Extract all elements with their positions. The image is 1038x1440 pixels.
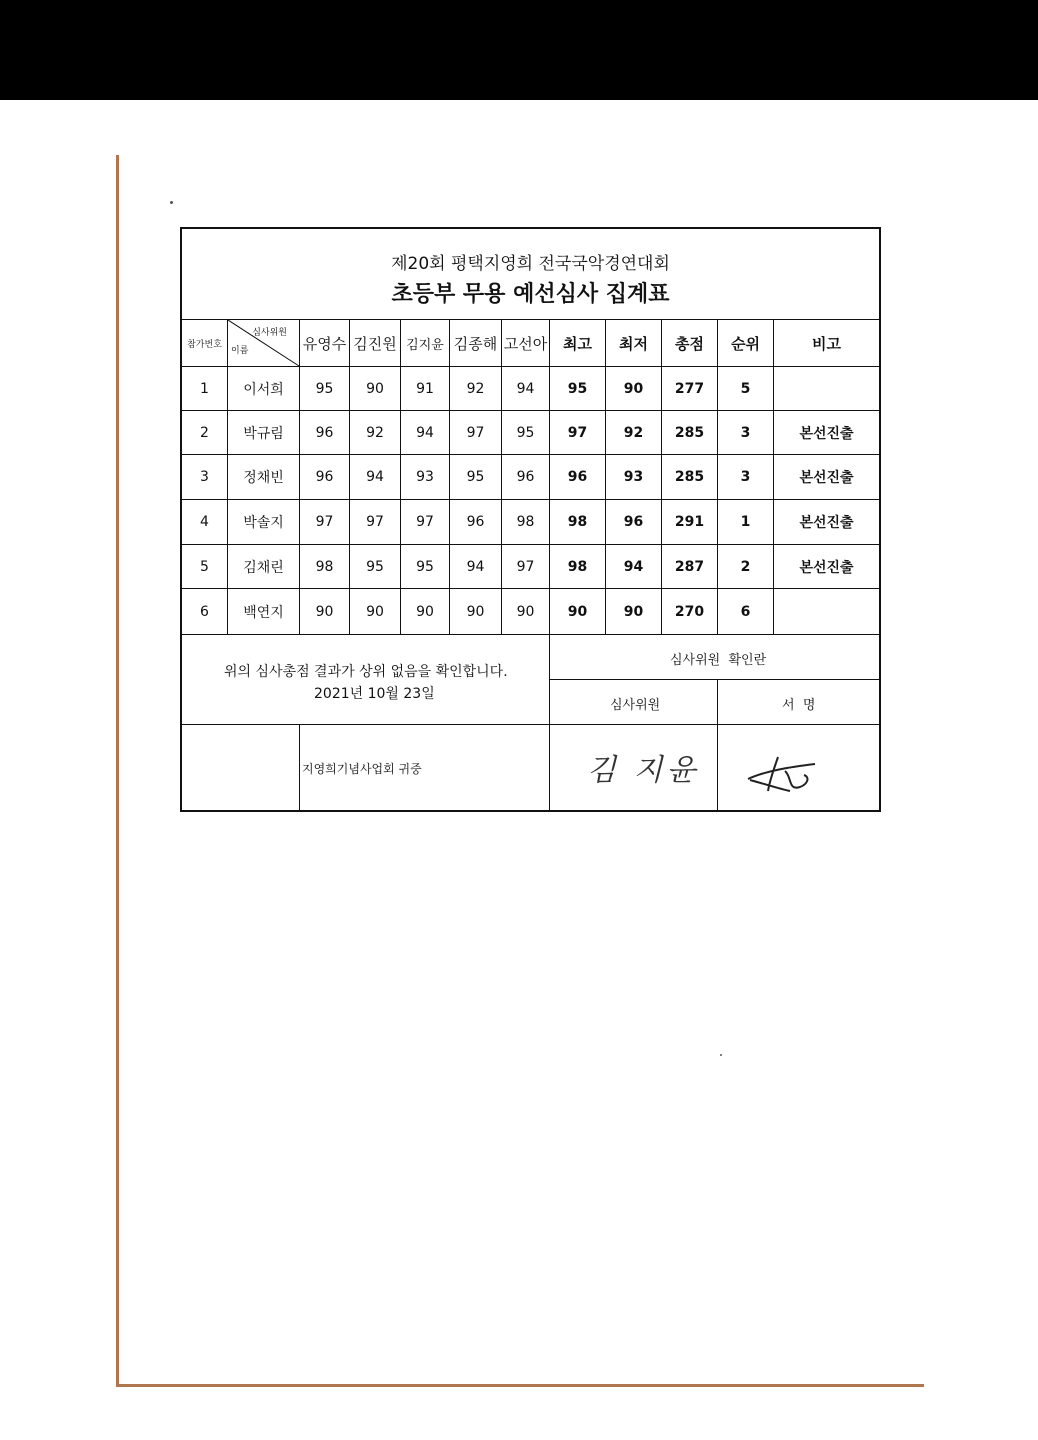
- score-cell: 96: [300, 411, 350, 455]
- sign-label: 서 명: [782, 698, 816, 713]
- confirm-text: 위의 심사총점 결과가 상위 없음을 확인합니다.: [224, 664, 508, 680]
- name-judge-corner: [228, 320, 300, 367]
- page-edge-left: [116, 155, 119, 1387]
- rank-cell: 1: [718, 500, 774, 545]
- no-cell: 6: [182, 589, 228, 635]
- score-cell: 94: [401, 411, 450, 455]
- confirm-header-line: [550, 679, 879, 680]
- judge-header-1: 유영수: [300, 320, 350, 367]
- signature-scribble: [740, 749, 830, 799]
- name-cell: 박솔지: [228, 500, 300, 545]
- addressee-divider: [299, 725, 300, 812]
- score-cell: 97: [350, 500, 401, 545]
- no-cell: 2: [182, 411, 228, 455]
- judge-label: 심사위원: [610, 698, 661, 713]
- no-cell: 5: [182, 545, 228, 589]
- rank-header: 순위: [718, 320, 774, 367]
- min-cell: 90: [606, 367, 662, 411]
- score-cell: 98: [502, 500, 550, 545]
- score-sheet: [180, 227, 881, 812]
- name-cell: 정채빈: [228, 455, 300, 500]
- note-cell: 본선진출: [774, 500, 879, 545]
- judge-handwritten-name-text: 김 지윤: [587, 753, 700, 788]
- score-cell: 97: [502, 545, 550, 589]
- confirm-header: 심사위원 확인란: [670, 653, 767, 668]
- score-cell: 90: [350, 367, 401, 411]
- name-corner-label: 이름: [231, 346, 249, 356]
- judge-header-2: 김진원: [350, 320, 401, 367]
- score-cell: 91: [401, 367, 450, 411]
- score-cell: 95: [350, 545, 401, 589]
- score-cell: 90: [450, 589, 502, 635]
- min-header: 최저: [606, 320, 662, 367]
- score-cell: 96: [502, 455, 550, 500]
- note-cell: 본선진출: [774, 411, 879, 455]
- max-cell: 97: [550, 411, 606, 455]
- confirm-date: 2021년 10월 23일: [314, 686, 435, 702]
- event-title: 제20회 평택지영희 전국국악경연대회: [391, 254, 670, 274]
- min-cell: 96: [606, 500, 662, 545]
- max-cell: 90: [550, 589, 606, 635]
- no-cell: 4: [182, 500, 228, 545]
- note-header: 비고: [774, 320, 879, 367]
- max-cell: 98: [550, 545, 606, 589]
- judge-header-3: 김지윤: [401, 320, 450, 367]
- entry-no-header: [182, 320, 228, 367]
- name-cell: 백연지: [228, 589, 300, 635]
- no-cell: 3: [182, 455, 228, 500]
- total-cell: 285: [662, 411, 718, 455]
- score-cell: 90: [401, 589, 450, 635]
- min-cell: 94: [606, 545, 662, 589]
- total-cell: 291: [662, 500, 718, 545]
- score-cell: 95: [450, 455, 502, 500]
- score-cell: 93: [401, 455, 450, 500]
- no-cell: 1: [182, 367, 228, 411]
- entry-no-header-label: 참가번호: [187, 339, 222, 350]
- max-cell: 96: [550, 455, 606, 500]
- note-cell: 본선진출: [774, 545, 879, 589]
- judge-header-4: 김종해: [450, 320, 502, 367]
- max-header: 최고: [550, 320, 606, 367]
- total-cell: 287: [662, 545, 718, 589]
- score-cell: 95: [502, 411, 550, 455]
- score-cell: 92: [450, 367, 502, 411]
- name-cell: 이서희: [228, 367, 300, 411]
- min-cell: 93: [606, 455, 662, 500]
- score-cell: 94: [450, 545, 502, 589]
- score-cell: 96: [450, 500, 502, 545]
- table-title: 초등부 무용 예선심사 집계표: [391, 282, 670, 307]
- note-cell: [774, 589, 879, 635]
- score-cell: 97: [450, 411, 502, 455]
- score-cell: 94: [350, 455, 401, 500]
- min-cell: 90: [606, 589, 662, 635]
- score-cell: 96: [300, 455, 350, 500]
- total-cell: 285: [662, 455, 718, 500]
- score-cell: 90: [502, 589, 550, 635]
- note-cell: 본선진출: [774, 455, 879, 500]
- rank-cell: 2: [718, 545, 774, 589]
- name-cell: 김채린: [228, 545, 300, 589]
- score-cell: 90: [350, 589, 401, 635]
- rank-cell: 3: [718, 455, 774, 500]
- max-cell: 98: [550, 500, 606, 545]
- name-cell: 박규림: [228, 411, 300, 455]
- scan-speck: [720, 1054, 722, 1056]
- title-area: [182, 229, 879, 319]
- top-black-bar: [0, 0, 1038, 100]
- judge-handwritten-name: [587, 745, 707, 805]
- min-cell: 92: [606, 411, 662, 455]
- score-cell: 94: [502, 367, 550, 411]
- max-cell: 95: [550, 367, 606, 411]
- footer-middle-line: [182, 724, 879, 725]
- total-cell: 277: [662, 367, 718, 411]
- score-cell: 95: [401, 545, 450, 589]
- note-cell: [774, 367, 879, 411]
- score-cell: 98: [300, 545, 350, 589]
- scan-speck: [170, 201, 173, 204]
- judge-header-5: 고선아: [502, 320, 550, 367]
- addressee: 지영희기념사업회 귀중: [302, 762, 422, 776]
- score-cell: 92: [350, 411, 401, 455]
- judge-sign-divider: [717, 680, 718, 812]
- page-edge-bottom: [116, 1384, 924, 1387]
- rank-cell: 5: [718, 367, 774, 411]
- judges-corner-label: 심사위원: [252, 328, 287, 338]
- score-cell: 90: [300, 589, 350, 635]
- score-cell: 97: [300, 500, 350, 545]
- score-cell: 95: [300, 367, 350, 411]
- total-header: 총점: [662, 320, 718, 367]
- rank-cell: 3: [718, 411, 774, 455]
- rank-cell: 6: [718, 589, 774, 635]
- total-cell: 270: [662, 589, 718, 635]
- score-cell: 97: [401, 500, 450, 545]
